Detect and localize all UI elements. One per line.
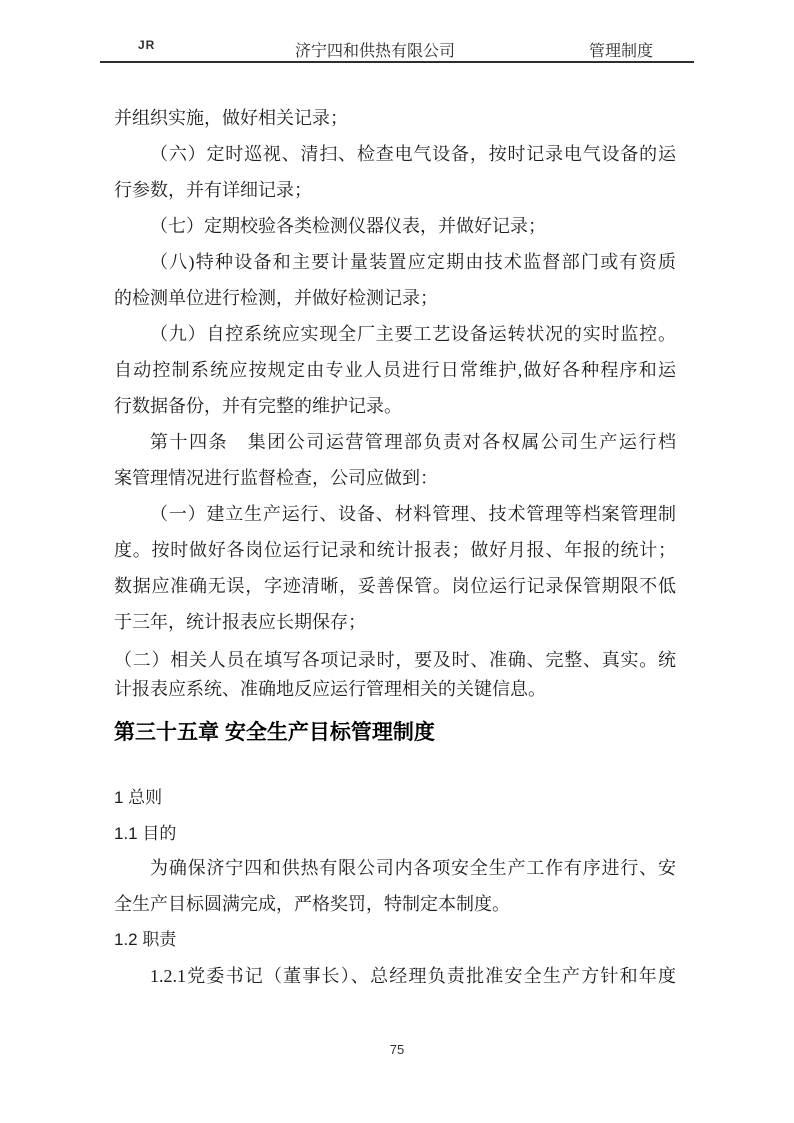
- purpose-paragraph: [114, 850, 676, 922]
- text-line: 并组织实施，做好相关记录；: [114, 108, 348, 128]
- header-rule: [100, 61, 694, 63]
- text-line: 行数据备份，并有完整的维护记录。: [114, 396, 402, 416]
- text-line: （八)特种设备和主要计量装置应定期由技术监督部门或有资质: [150, 252, 676, 272]
- text-line: 1.2.1党委书记（董事长）、总经理负责批准安全生产方针和年度: [150, 966, 676, 986]
- text-line: 的检测单位进行检测，并做好检测记录；: [114, 288, 438, 308]
- page-number: 75: [389, 1042, 405, 1057]
- text-line: （七）定期校验各类检测仪器仪表，并做好记录；: [150, 216, 546, 236]
- text-line: 全生产目标圆满完成，严格奖罚，特制定本制度。: [114, 894, 510, 914]
- text-line: （九）自控系统应实现全厂主要工艺设备运转状况的实时监控。: [150, 324, 676, 344]
- section-heading-1-1: 1.1 目的: [114, 824, 177, 843]
- header-company-name: 济宁四和供热有限公司: [294, 43, 456, 60]
- text-line: 自动控制系统应按规定由专业人员进行日常维护,做好各种程序和运: [114, 360, 676, 380]
- header-doc-label: 管理制度: [588, 43, 653, 60]
- body-paragraphs: [114, 100, 676, 640]
- page-footer: [0, 1042, 794, 1057]
- text-line: 第十四条 集团公司运营管理部负责对各权属公司生产运行档: [150, 432, 676, 452]
- chapter-heading: 第三十五章 安全生产目标管理制度: [114, 721, 435, 744]
- text-line: 为确保济宁四和供热有限公司内各项安全生产工作有序进行、安: [150, 858, 676, 878]
- text-line: 度。按时做好各岗位运行记录和统计报表；做好月报、年报的统计；: [114, 540, 676, 560]
- text-line: 数据应准确无误，字迹清晰，妥善保管。岗位运行记录保管期限不低: [114, 576, 676, 596]
- text-line: 案管理情况进行监督检查，公司应做到：: [114, 468, 438, 488]
- text-line: 行参数，并有详细记录；: [114, 180, 312, 200]
- tight-paragraph: [114, 646, 676, 704]
- text-line: （一）建立生产运行、设备、材料管理、技术管理等档案管理制: [150, 504, 676, 524]
- text-line: 计报表应系统、准确地反应运行管理相关的关键信息。: [114, 679, 546, 699]
- text-line: 于三年，统计报表应长期保存；: [114, 612, 366, 632]
- section-heading-1: 1 总则: [114, 788, 163, 807]
- section-heading-1-2: 1.2 职责: [114, 930, 177, 949]
- text-line: （二）相关人员在填写各项记录时，要及时、准确、完整、真实。统: [114, 650, 676, 670]
- text-line: （六）定时巡视、清扫、检查电气设备，按时记录电气设备的运: [150, 144, 676, 164]
- company-logo: JR: [138, 38, 156, 52]
- duty-paragraph: [114, 958, 676, 994]
